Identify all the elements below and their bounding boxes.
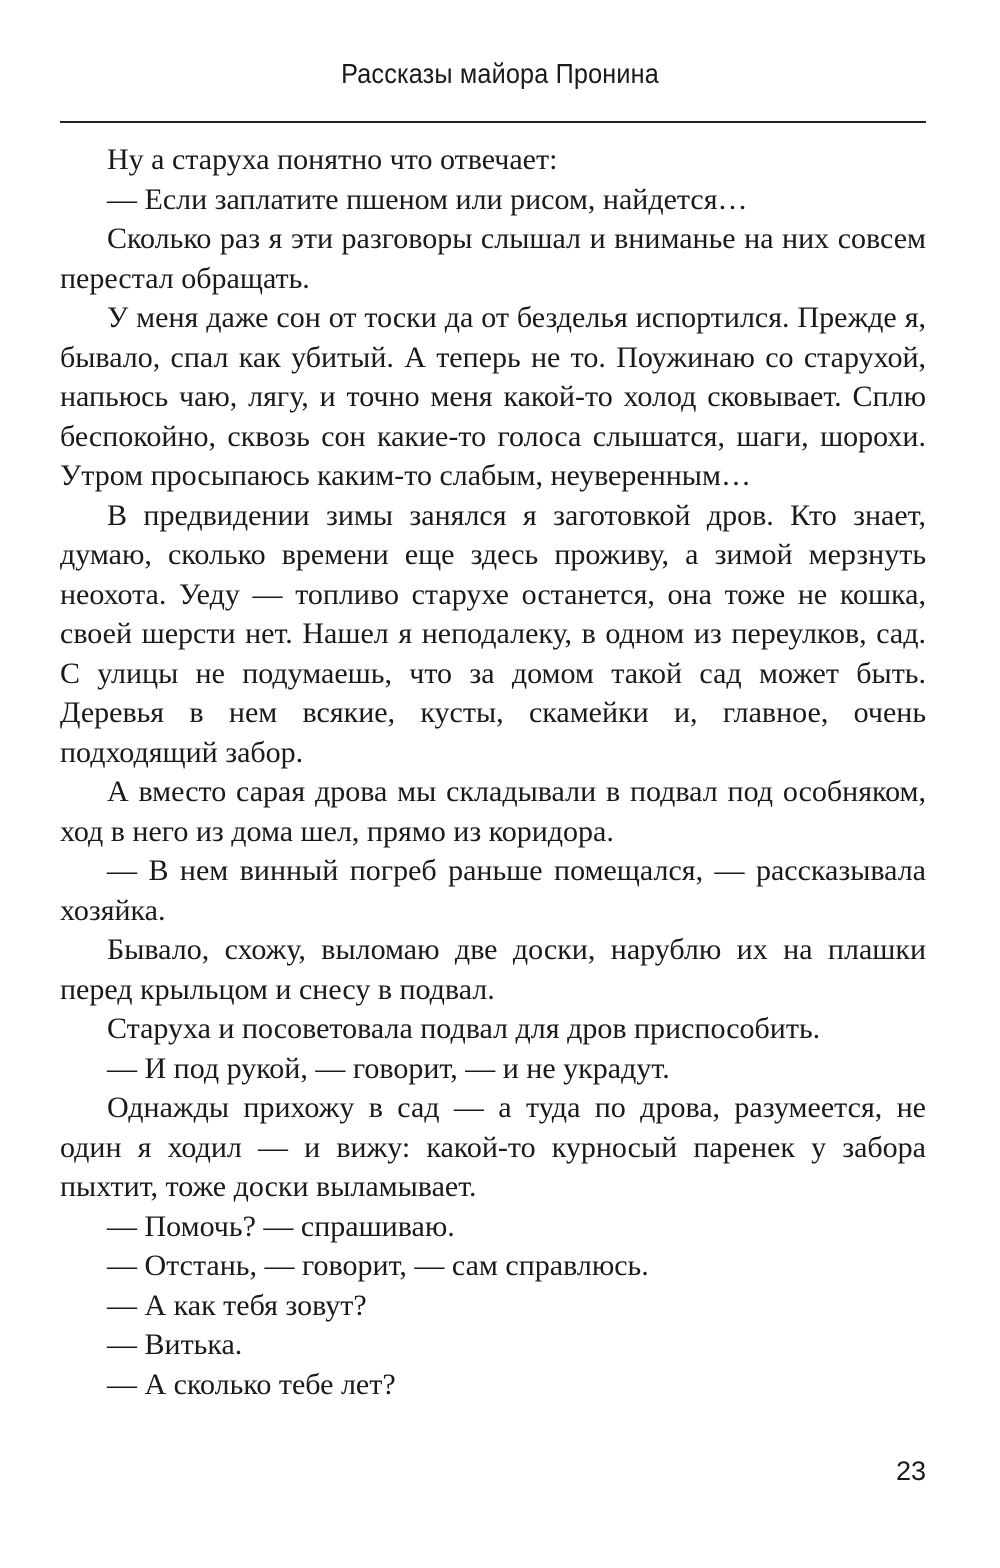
body-text xyxy=(60,140,926,1404)
paragraph: — Витька. xyxy=(107,1328,243,1361)
page-number: 23 xyxy=(895,1456,926,1486)
paragraph: — Помочь? — спрашиваю. xyxy=(107,1209,455,1243)
paragraph: Старуха и посоветовала подвал для дров приспособить. xyxy=(107,1012,821,1045)
paragraph: Ну а старуха понятно что отвечает: xyxy=(107,143,558,176)
paragraph: У меня даже сон от тоски да от безделья испортился. Прежде я, бывало, спал как убитый. А теперь не то. Поужинаю со старухой, напьюсь чаю, лягу, и точно меня какой-то холод сковывает. Сплю беспокойно, сквозь сон какие-то голоса слышатся, шаги, шорохи. Утром просыпаюсь каким-то слабым, неуверенным… xyxy=(60,301,926,492)
paragraph: — А как тебя зовут? xyxy=(107,1288,367,1322)
paragraph: — А сколько тебе лет? xyxy=(107,1367,396,1401)
paragraph: — Если заплатите пшеном или рисом, найдется… xyxy=(107,182,748,216)
paragraph: — В нем винный погреб раньше помещался, — рассказывала хозяйка. xyxy=(60,854,926,927)
paragraph: А вместо сарая дрова мы складывали в подвал под особняком, ход в него из дома шел, прямо из коридора. xyxy=(60,775,926,848)
paragraph: Сколько раз я эти разговоры слышал и вниманье на них совсем перестал обращать. xyxy=(60,222,926,295)
paragraph: — Отстань, — говорит, — сам справлюсь. xyxy=(107,1249,649,1282)
paragraph: В предвидении зимы занялся я заготовкой дров. Кто знает, думаю, сколько времени еще здесь проживу, а зимой мерзнуть неохота. Уеду — топливо старухе останется, она тоже не кошка, своей шерсти нет. Нашел я неподалеку, в одном из переулков, сад. С улицы не подумаешь, что за домом такой сад может быть. Деревья в нем всякие, кусты, скамейки и, главное, очень подходящий забор. xyxy=(60,498,926,769)
header-rule xyxy=(60,121,926,123)
running-header: Рассказы майора Пронина xyxy=(341,58,659,89)
paragraph: Бывало, схожу, выломаю две доски, нарублю их на плашки перед крыльцом и снесу в подвал. xyxy=(60,933,926,1006)
paragraph: Однажды прихожу в сад — а туда по дрова, разумеется, не один я ходил — и вижу: какой-то курносый паренек у забора пыхтит, тоже доски выламывает. xyxy=(60,1091,926,1203)
paragraph: — И под рукой, — говорит, — и не украдут. xyxy=(107,1051,670,1085)
